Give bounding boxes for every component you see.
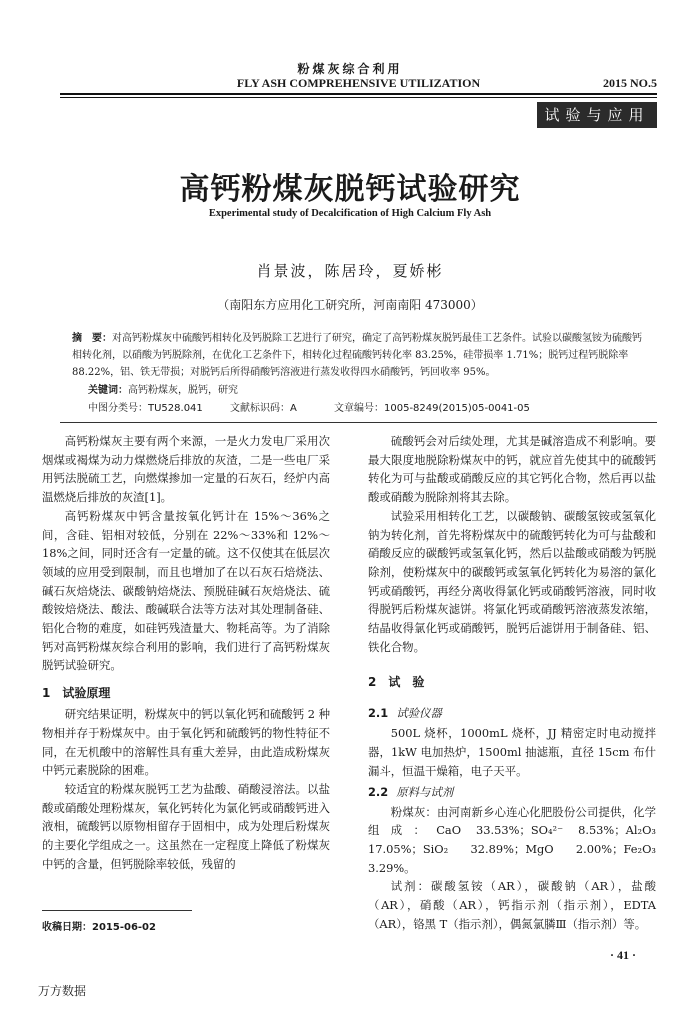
keywords-text: 高钙粉煤灰，脱钙，研究	[128, 385, 238, 396]
article-title-cn: 高钙粉煤灰脱钙试验研究	[179, 172, 521, 207]
section-heading: 2 试 验	[368, 675, 425, 690]
abstract	[72, 330, 644, 381]
page-number: · 41 ·	[610, 948, 637, 962]
abstract-rule	[60, 422, 657, 423]
article-number: 文章编号：1005-8249(2015)05-0041-05	[334, 403, 530, 414]
body-paragraph: 研究结果证明，粉煤灰中的钙以氧化钙和硫酸钙 2 种物相并存于粉煤灰中。由于氧化钙和硫酸钙的物性特征不同，在无机酸中的溶解性具有重大差异，由此造成粉煤灰中钙元素脱除的困难。	[42, 707, 330, 778]
body-paragraph: 500L 烧杯，1000mL 烧杯，JJ 精密定时电动搅拌器，1kW 电加热炉，1500ml 抽滤瓶，直径 15cm 布什漏斗，恒温干燥箱，电子天平。	[368, 726, 656, 778]
body-paragraph: 试验采用相转化工艺，以碳酸钠、碳酸氢铵或氢氧化钠为转化剂，首先将粉煤灰中的硫酸钙转化为可与盐酸和硝酸反应的碳酸钙或氢氧化钙，然后以盐酸或硝酸为钙脱除剂，使粉煤灰中的碳酸钙或氢氧化钙转化为易溶的氯化钙或硝酸钙，再经分离收得氯化钙或硝酸钙溶液，同时收得脱钙后粉煤灰滤饼。将氯化钙或硝酸钙溶液蒸发浓缩，结晶收得氯化钙或硝酸钙，脱钙后滤饼用于制备硅、铝、铁化合物。	[368, 508, 656, 654]
subsection-heading	[368, 781, 656, 803]
affiliation: （南阳东方应用化工研究所，河南南阳 473000）	[217, 298, 483, 312]
abstract-text: 对高钙粉煤灰中硫酸钙相转化及钙脱除工艺进行了研究，确定了高钙粉煤灰脱钙最佳工艺条件。试验以碳酸氢铵为硫酸钙相转化剂，以硝酸为钙脱除剂，在优化工艺条件下，相转化过程硫酸钙转化率 83.25%，硅带损率 1.71%；脱钙过程钙脱除率 88.22%，铝、铁无带损；对脱钙后所得硝酸钙溶液进行蒸发收得四水硝酸钙，钙回收率 95%。	[72, 333, 642, 378]
body-paragraph: 较适宜的粉煤灰脱钙工艺为盐酸、硝酸浸溶法。以盐酸或硝酸处理粉煤灰，氧化钙转化为氯化钙或硝酸钙进入液相，硫酸钙以原物相留存于固相中，成为处理后粉煤灰的主要化学组成之一。这虽然在一定程度上降低了粉煤灰中钙的含量，但钙脱除率较低，残留的	[42, 781, 330, 871]
left-column	[42, 432, 330, 873]
received-date: 收稿日期：2015-06-02	[42, 922, 156, 933]
running-header	[60, 76, 657, 92]
keywords-label: 关键词：	[88, 385, 128, 396]
subsection-title: 原料与试剂	[396, 784, 454, 799]
body-paragraph: 高钙粉煤灰主要有两个来源，一是火力发电厂采用次烟煤或褐煤为动力煤燃烧后排放的灰渣，二是一些电厂采用钙法脱硫工艺，向燃煤掺加一定量的石灰石，经炉内高温燃烧后排放的灰渣[1]。	[42, 434, 330, 505]
body-paragraph: 高钙粉煤灰中钙含量按氧化钙计在 15%～36%之间，含硅、铝相对较低，分别在 22%～33%和 12%～18%之间，同时还含有一定量的硫。这不仅使其在低层次领域的应用受到限制，而且也增加了在以石灰石焙烧法、碱石灰焙烧法、碳酸钠焙烧法、预脱硅碱石灰焙烧法、硫酸铵焙烧法、酸法、酸碱联合法等方法对其处理制备硅、铝化合物的难度，如硅钙残渣量大、物耗高等。为了消除钙对高钙粉煤灰综合利用的影响，我们进行了高钙粉煤灰脱钙试验研究。	[42, 508, 330, 673]
journal-title-en: FLY ASH COMPREHENSIVE UTILIZATION	[236, 76, 481, 90]
article-title-en: Experimental study of Decalcification of High Calcium Fly Ash	[208, 208, 492, 219]
header-rule-thick	[60, 93, 657, 95]
body-paragraph: 硫酸钙会对后续处理，尤其是碱溶造成不利影响。要最大限度地脱除粉煤灰中的钙，就应首先使其中的硫酸钙转化为可与盐酸或硝酸反应的其它钙化合物，然后再以盐酸或硝酸为脱除剂将其去除。	[368, 434, 656, 505]
subsection-title: 试验仪器	[396, 706, 442, 721]
abstract-label: 摘 要：	[72, 333, 112, 344]
document-code: 文献标识码：A	[230, 403, 297, 414]
section-heading: 1 试验原理	[42, 686, 111, 701]
subsection-heading	[368, 702, 656, 724]
keywords	[88, 382, 644, 399]
watermark: 万方数据	[38, 984, 87, 998]
journal-title-cn: 粉煤灰综合利用	[297, 62, 403, 76]
authors: 肖景波，陈居玲，夏娇彬	[256, 262, 444, 280]
subsection-number: 2.2	[368, 784, 389, 799]
section-badge: 试验与应用	[537, 102, 657, 128]
header-rule-thin	[60, 97, 657, 98]
issue-number: 2015 NO.5	[603, 76, 657, 90]
subsection-number: 2.1	[368, 706, 389, 721]
body-paragraph: 粉煤灰：由河南新乡心连心化肥股份公司提供，化学组成：CaO 33.53%；SO₄²⁻ 8.53%；Al₂O₃ 17.05%；SiO₂ 32.89%；MgO 2.00%；Fe₂O₃ 3.29%。	[368, 804, 656, 875]
footnote-rule	[42, 910, 192, 911]
right-column	[368, 432, 656, 933]
class-number: 中图分类号：TU528.041	[88, 403, 203, 414]
classification-row	[88, 400, 644, 417]
body-paragraph: 试剂：碳酸氢铵（AR），碳酸钠（AR），盐酸（AR），硝酸（AR），钙指示剂（指示剂），EDTA（AR），铬黑 T（指示剂），偶氮氯膦Ⅲ（指示剂）等。	[368, 879, 656, 931]
